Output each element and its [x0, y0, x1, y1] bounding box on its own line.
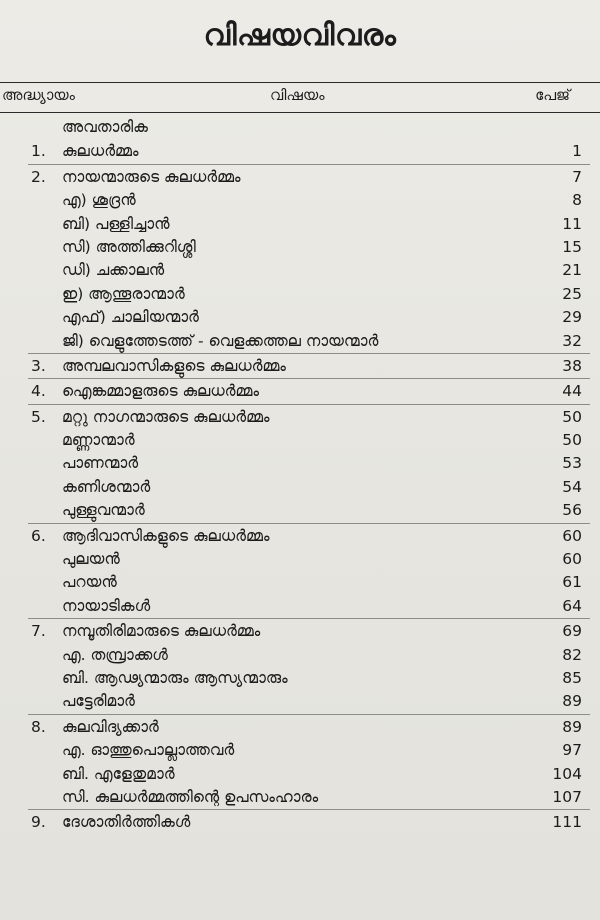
toc-subentry-row — [0, 667, 600, 690]
entry-page-number: 104 — [552, 764, 582, 783]
entry-page-number: 64 — [562, 596, 582, 615]
entry-page-number: 61 — [562, 573, 582, 592]
entry-page-number: 7 — [572, 167, 582, 186]
toc-subentry-row — [0, 259, 600, 282]
toc-chapter-row — [0, 355, 600, 378]
toc-subentry-row — [0, 306, 600, 329]
entry-title: പട്ടേരിമാർ — [62, 692, 135, 711]
chapter-divider — [28, 523, 590, 524]
entry-page-number: 8 — [572, 191, 582, 210]
entry-title: ദേശാതിർത്തികൾ — [62, 813, 191, 832]
entry-page-number: 50 — [562, 431, 582, 450]
entry-title: ജി) വെളുത്തേടത്ത് - വെളക്കത്തല നായന്മാർ — [62, 331, 379, 350]
entry-page-number: 85 — [562, 668, 582, 687]
entry-page-number: 44 — [562, 382, 582, 401]
entry-title: ബി. ആഢ്യന്മാരും ആസ്യന്മാരും — [62, 668, 288, 687]
toc-subentry-row — [0, 499, 600, 522]
entry-page-number: 15 — [562, 237, 582, 256]
entry-title: ആദിവാസികളുടെ കുലധർമ്മം — [62, 526, 270, 545]
entry-number: 2. — [31, 167, 46, 186]
entry-title: ബി. എളേതുമാർ — [62, 764, 175, 783]
toc-header — [0, 82, 600, 110]
header-bottom-rule — [0, 112, 600, 113]
entry-page-number: 60 — [562, 550, 582, 569]
entry-number: 6. — [31, 526, 46, 545]
entry-title: മറ്റു നാഗന്മാരുടെ കുലധർമ്മം — [62, 407, 270, 426]
entry-title: പറയൻ — [62, 573, 117, 592]
toc-subentry-row — [0, 786, 600, 809]
entry-number: 9. — [31, 813, 46, 832]
toc-chapter-row — [0, 380, 600, 403]
entry-page-number: 11 — [562, 214, 582, 233]
chapter-divider — [28, 809, 590, 810]
entry-title: നായന്മാരുടെ കുലധർമ്മം — [62, 167, 241, 186]
entry-title: കുലധർമ്മം — [62, 142, 139, 161]
entry-page-number: 21 — [562, 261, 582, 280]
entry-number: 3. — [31, 356, 46, 375]
toc-subentry-row — [0, 452, 600, 475]
chapter-divider — [28, 378, 590, 379]
entry-title: ഐങ്കമ്മാളരുടെ കുലധർമ്മം — [62, 382, 259, 401]
entry-title: സി) അത്തിക്കുറിശ്ശി — [62, 237, 196, 256]
toc-subentry-row — [0, 739, 600, 762]
toc-chapter-row — [0, 811, 600, 834]
entry-page-number: 56 — [562, 501, 582, 520]
entry-page-number: 54 — [562, 477, 582, 496]
entry-title: പുള്ളുവന്മാർ — [62, 501, 145, 520]
toc-subentry-row — [0, 330, 600, 353]
entry-title: ഡി) ചക്കാലൻ — [62, 261, 165, 280]
entry-title: എ. ഓത്തുപൊല്ലാത്തവർ — [62, 741, 235, 760]
chapter-divider — [28, 404, 590, 405]
toc-subentry-row — [0, 283, 600, 306]
entry-page-number: 82 — [562, 645, 582, 664]
entry-number: 7. — [31, 622, 46, 641]
entry-title: അമ്പലവാസികളുടെ കുലധർമ്മം — [62, 356, 286, 375]
toc-subentry-row — [0, 429, 600, 452]
entry-title: അവതാരിക — [62, 118, 148, 136]
toc-intro-row — [0, 116, 600, 139]
chapter-divider — [28, 714, 590, 715]
toc-subentry-row — [0, 644, 600, 667]
entry-number: 1. — [31, 142, 46, 161]
toc-chapter-row — [0, 406, 600, 429]
toc-subentry-row — [0, 189, 600, 212]
entry-page-number: 50 — [562, 407, 582, 426]
entry-page-number: 1 — [572, 142, 582, 161]
toc-subentry-row — [0, 476, 600, 499]
entry-title: സി. കുലധർമ്മത്തിന്റെ ഉപസംഹാരം — [62, 787, 319, 806]
toc-subentry-row — [0, 690, 600, 713]
toc-chapter-row — [0, 525, 600, 548]
entry-page-number: 69 — [562, 622, 582, 641]
entry-number: 5. — [31, 407, 46, 426]
entry-page-number: 89 — [562, 692, 582, 711]
entry-page-number: 53 — [562, 454, 582, 473]
chapter-divider — [28, 164, 590, 165]
header-topic: വിഷയം — [270, 86, 325, 104]
entry-number: 8. — [31, 717, 46, 736]
entry-title: ബി) പള്ളിച്ചാൻ — [62, 214, 170, 233]
toc-chapter-row — [0, 140, 600, 163]
entry-title: നമ്പൂതിരിമാരുടെ കുലധർമ്മം — [62, 622, 261, 641]
toc-subentry-row — [0, 571, 600, 594]
entry-title: മണ്ണാന്മാർ — [62, 431, 135, 450]
entry-title: നായാടികൾ — [62, 596, 151, 615]
chapter-divider — [28, 618, 590, 619]
entry-page-number: 25 — [562, 284, 582, 303]
entry-title: എഫ്) ചാലിയന്മാർ — [62, 308, 199, 327]
header-page: പേജ് — [535, 86, 570, 104]
entry-page-number: 60 — [562, 526, 582, 545]
toc-subentry-row — [0, 595, 600, 618]
entry-title: കണിശന്മാർ — [62, 477, 151, 496]
toc-subentry-row — [0, 236, 600, 259]
entry-page-number: 32 — [562, 331, 582, 350]
toc-chapter-row — [0, 166, 600, 189]
entry-page-number: 107 — [552, 787, 582, 806]
entry-page-number: 97 — [562, 741, 582, 760]
entry-page-number: 38 — [562, 356, 582, 375]
entry-title: ഇ) ആന്തൂരാന്മാർ — [62, 284, 185, 303]
entry-page-number: 89 — [562, 717, 582, 736]
header-chapter: അദ്ധ്യായം — [2, 86, 75, 104]
toc-chapter-row — [0, 716, 600, 739]
toc-subentry-row — [0, 213, 600, 236]
entry-number: 4. — [31, 382, 46, 401]
entry-page-number: 111 — [552, 813, 582, 832]
entry-title: എ. തമ്പ്രാക്കൾ — [62, 645, 168, 664]
entry-title: പാണന്മാർ — [62, 454, 139, 473]
toc-list — [0, 116, 600, 835]
entry-page-number: 29 — [562, 308, 582, 327]
chapter-divider — [28, 353, 590, 354]
page-title: വിഷയവിവരം — [203, 18, 397, 53]
entry-title: എ) ശൂദ്രൻ — [62, 191, 136, 210]
toc-chapter-row — [0, 620, 600, 643]
toc-subentry-row — [0, 763, 600, 786]
toc-subentry-row — [0, 548, 600, 571]
entry-title: പുലയൻ — [62, 550, 120, 569]
entry-title: കുലവിദ്യക്കാർ — [62, 717, 159, 736]
